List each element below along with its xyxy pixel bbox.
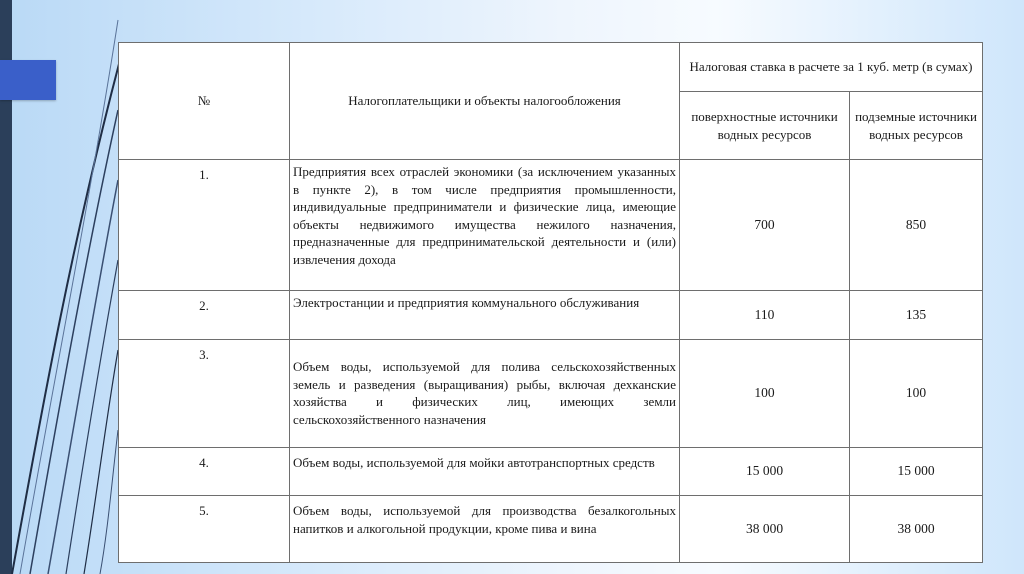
row-number: 3. xyxy=(119,340,290,448)
row-surface-rate: 100 xyxy=(680,340,850,448)
water-tax-rate-table xyxy=(118,42,983,563)
row-number: 2. xyxy=(119,291,290,340)
table-row xyxy=(119,340,983,448)
row-description: Объем воды, используемой для мойки автотранспортных средств xyxy=(290,448,680,496)
header-surface-sources: поверхностные источники водных ресурсов xyxy=(680,92,850,160)
row-underground-rate: 100 xyxy=(850,340,983,448)
row-underground-rate: 135 xyxy=(850,291,983,340)
row-description: Электростанции и предприятия коммунального обслуживания xyxy=(290,291,680,340)
row-underground-rate: 15 000 xyxy=(850,448,983,496)
row-underground-rate: 38 000 xyxy=(850,496,983,563)
header-underground-sources: подземные источники водных ресурсов xyxy=(850,92,983,160)
row-surface-rate: 38 000 xyxy=(680,496,850,563)
table-row xyxy=(119,448,983,496)
table-row xyxy=(119,496,983,563)
row-number: 5. xyxy=(119,496,290,563)
table-row xyxy=(119,291,983,340)
slide-accent-tab xyxy=(0,60,56,100)
row-number: 1. xyxy=(119,160,290,291)
table-row xyxy=(119,160,983,291)
row-surface-rate: 110 xyxy=(680,291,850,340)
row-number: 4. xyxy=(119,448,290,496)
row-surface-rate: 700 xyxy=(680,160,850,291)
row-description: Объем воды, используемой для полива сельскохозяйственных земель и разведения (выращивания) рыбы, включая дехканские хозяйства и физических лиц, имеющих земли сельскохозяйственного назначения xyxy=(290,340,680,448)
header-rate: Налоговая ставка в расчете за 1 куб. метр (в сумах) xyxy=(680,43,983,92)
row-description: Объем воды, используемой для производства безалкогольных напитков и алкогольной продукции, кроме пива и вина xyxy=(290,496,680,563)
slide-content xyxy=(118,42,982,562)
header-payers: Налогоплательщики и объекты налогообложения xyxy=(290,43,680,160)
row-description: Предприятия всех отраслей экономики (за исключением указанных в пункте 2), в том числе предприятия промышленности, индивидуальные предприниматели и физические лица, имеющие объекты недвижимого имущества нежилого назначения, предназначенные для предпринимательской деятельности и (или) извлечения дохода xyxy=(290,160,680,291)
header-number: № xyxy=(119,43,290,160)
row-surface-rate: 15 000 xyxy=(680,448,850,496)
row-underground-rate: 850 xyxy=(850,160,983,291)
